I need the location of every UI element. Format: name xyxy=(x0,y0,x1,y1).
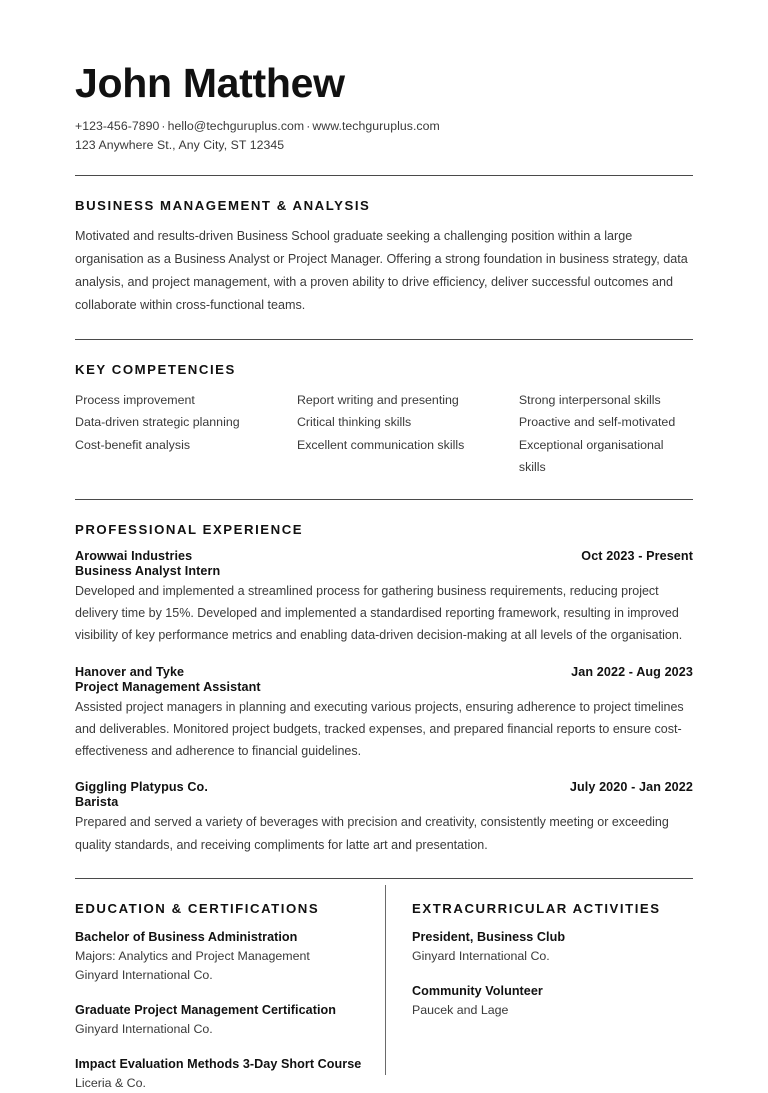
competencies-heading: KEY COMPETENCIES xyxy=(75,361,236,377)
competency-item: Cost-benefit analysis xyxy=(75,437,191,452)
competency-column-2 xyxy=(297,389,519,479)
education-entry-title: Impact Evaluation Methods 3-Day Short Course xyxy=(75,1057,362,1072)
extracurricular-heading: EXTRACURRICULAR ACTIVITIES xyxy=(412,900,661,916)
competency-column-3 xyxy=(519,389,693,479)
experience-entry-header xyxy=(75,665,693,679)
experience-description: Assisted project managers in planning and executing various projects, ensuring adherence to project timelines and deliverables. Monitored project budgets, tracked expenses, and prepared financial reports to ensure cost-effectiveness and adherence to financial guidelines. xyxy=(75,699,684,759)
competency-item: Process improvement xyxy=(75,392,195,407)
experience-dates: Oct 2023 - Present xyxy=(581,548,693,563)
section-summary xyxy=(75,198,693,317)
competency-item: Report writing and presenting xyxy=(296,392,459,407)
experience-entry-header xyxy=(75,780,693,794)
experience-description: Developed and implemented a streamlined process for gathering business requirements, reducing project delivery time by 15%. Developed and implemented a standardised reporting framework, resulting in improved visibility of key performance metrics and enabling data-driven decision-making at all levels of the organisation. xyxy=(75,583,683,643)
extracurricular-entry-organisation: Paucek and Lage xyxy=(412,1002,509,1017)
page-title: John Matthew xyxy=(75,60,345,106)
website-text: www.techguruplus.com xyxy=(312,119,440,134)
extracurricular-entry-title: Community Volunteer xyxy=(412,983,543,998)
contact-separator-1: · xyxy=(161,119,166,134)
experience-entry xyxy=(75,780,693,856)
extracurricular-entry xyxy=(412,982,693,1020)
experience-role: Barista xyxy=(75,795,119,810)
address-text: 123 Anywhere St., Any City, ST 12345 xyxy=(75,138,285,153)
phone-text: +123-456-7890 xyxy=(75,119,160,134)
experience-company: Giggling Platypus Co. xyxy=(75,780,208,795)
competency-item: Critical thinking skills xyxy=(296,415,412,430)
competency-item: Proactive and self-motivated xyxy=(518,415,676,430)
education-entry-institution: Liceria & Co. xyxy=(75,1076,146,1091)
experience-entry-header xyxy=(75,549,693,563)
experience-description: Prepared and served a variety of beverages with precision and creativity, consistently meeting or exceeding quality standards, and receiving compliments for latte art and presentation. xyxy=(75,815,669,852)
experience-company: Hanover and Tyke xyxy=(75,664,185,679)
competency-item: Data-driven strategic planning xyxy=(75,415,240,430)
section-competencies xyxy=(75,362,693,479)
experience-entry xyxy=(75,549,693,647)
divider-after-summary xyxy=(75,339,693,340)
section-experience xyxy=(75,522,693,856)
education-heading: EDUCATION & CERTIFICATIONS xyxy=(75,900,320,916)
summary-heading: BUSINESS MANAGEMENT & ANALYSIS xyxy=(75,197,371,213)
email-text: hello@techguruplus.com xyxy=(167,119,305,134)
competency-column-1 xyxy=(75,389,297,479)
education-entry-institution: Ginyard International Co. xyxy=(75,967,213,982)
section-extracurricular xyxy=(385,879,693,1093)
education-entry xyxy=(75,1001,367,1039)
bottom-sections xyxy=(75,879,693,1093)
section-education xyxy=(75,879,385,1093)
education-entry-title: Bachelor of Business Administration xyxy=(75,929,298,944)
extracurricular-entry-title: President, Business Club xyxy=(412,929,566,944)
divider-after-competencies xyxy=(75,499,693,500)
experience-dates: July 2020 - Jan 2022 xyxy=(569,780,693,795)
education-entry-institution: Ginyard International Co. xyxy=(75,1022,213,1037)
experience-entry xyxy=(75,665,693,763)
vertical-divider xyxy=(385,885,386,1075)
education-entry-title: Graduate Project Management Certification xyxy=(75,1003,336,1018)
experience-company: Arowwai Industries xyxy=(75,548,193,563)
education-entry-detail: Majors: Analytics and Project Management xyxy=(75,948,310,963)
education-entry xyxy=(75,928,367,985)
extracurricular-entry-organisation: Ginyard International Co. xyxy=(412,948,550,963)
extracurricular-entry xyxy=(412,928,693,966)
experience-role: Project Management Assistant xyxy=(75,679,261,694)
summary-text: Motivated and results-driven Business School graduate seeking a challenging position within a large organisation as a Business Analyst or Project Manager. Offering a strong foundation in business strategy, data analysis, and project management, with a proven ability to drive efficiency, deliver successful outcomes and collaborate within cross-functional teams. xyxy=(75,228,688,312)
experience-heading: PROFESSIONAL EXPERIENCE xyxy=(75,521,304,537)
competency-item: Strong interpersonal skills xyxy=(518,392,661,407)
experience-role: Business Analyst Intern xyxy=(75,563,221,578)
competency-item: Excellent communication skills xyxy=(296,437,465,452)
competencies-grid xyxy=(75,389,693,479)
competency-item: Exceptional organisational skills xyxy=(518,437,664,475)
education-entry xyxy=(75,1055,367,1093)
resume-header xyxy=(75,0,693,156)
divider-after-header xyxy=(75,175,693,176)
experience-dates: Jan 2022 - Aug 2023 xyxy=(571,664,693,679)
contact-separator-2: · xyxy=(306,119,311,134)
contact-line-primary xyxy=(75,117,693,136)
